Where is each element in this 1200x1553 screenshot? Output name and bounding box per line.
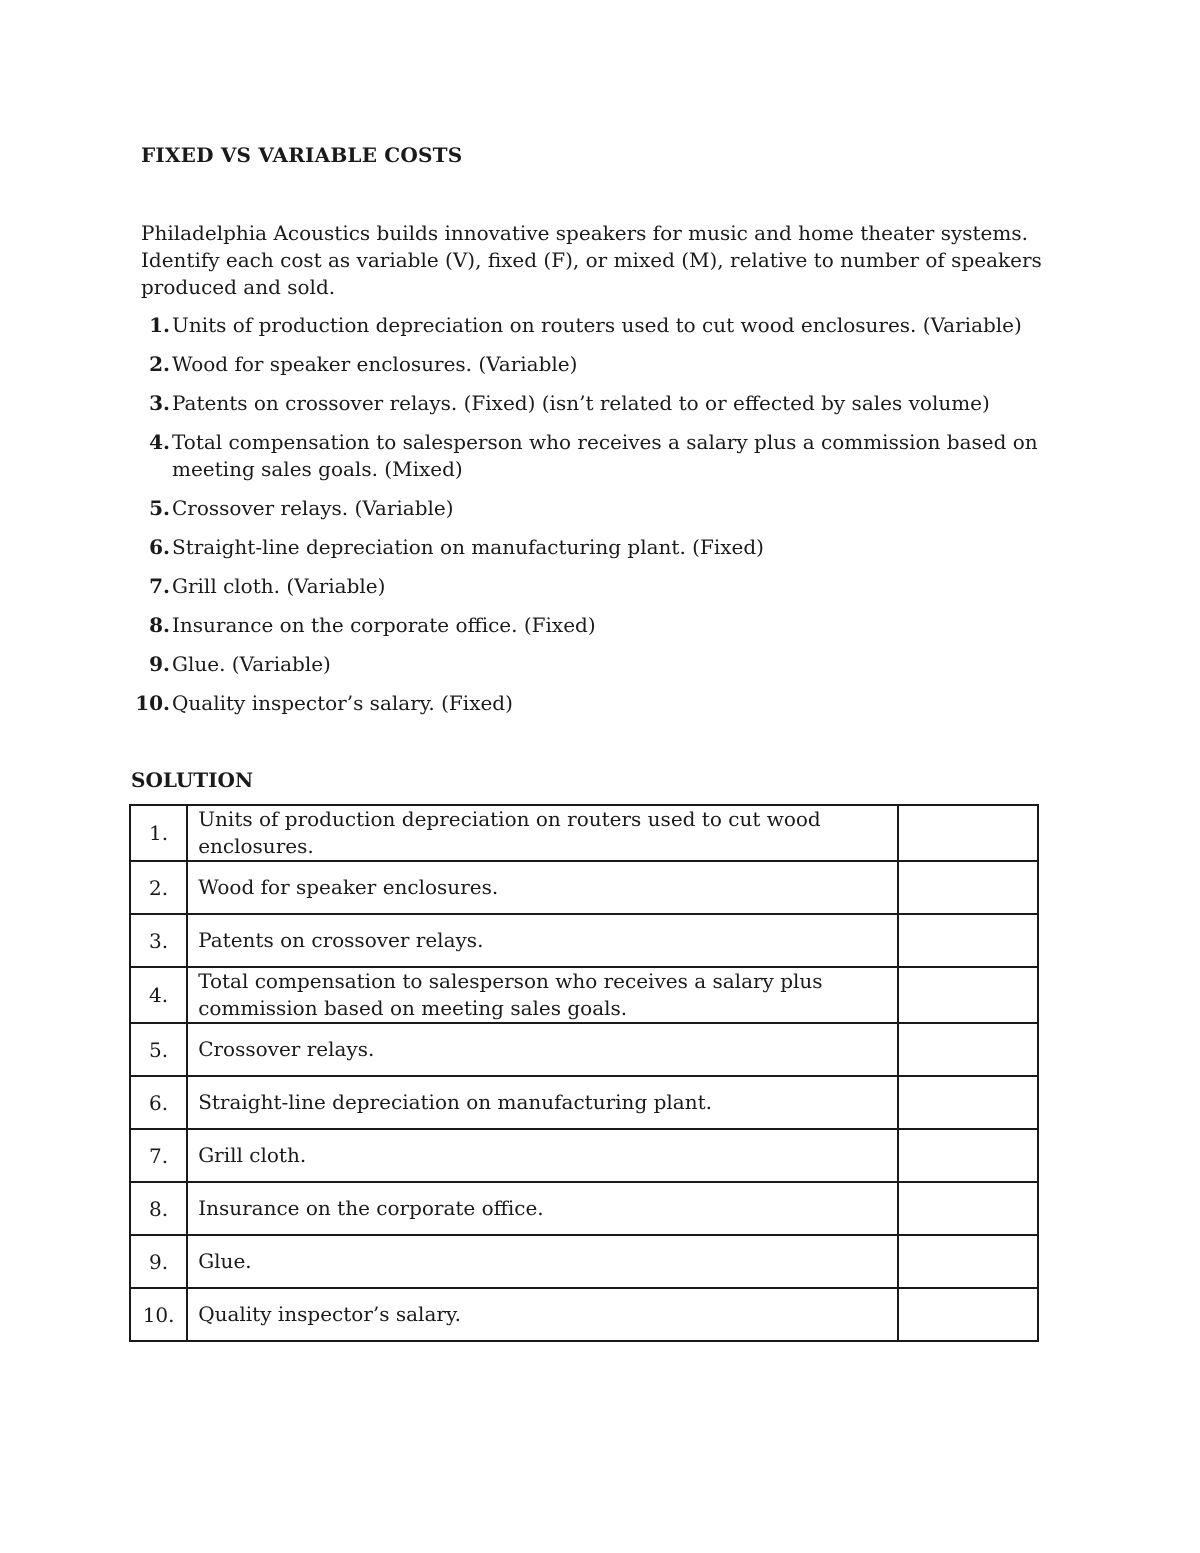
row-number: 9.	[130, 1235, 187, 1288]
question-text: Wood for speaker enclosures. (Variable)	[172, 352, 578, 376]
list-item	[130, 534, 1070, 561]
list-item	[130, 429, 1070, 483]
intro-paragraph: Philadelphia Acoustics builds innovative speakers for music and home theater systems. Identify each cost as variable (V), fixed (F), or mixed (M), relative to number of speakers produced and sold.	[141, 221, 1042, 299]
solution-heading: SOLUTION	[131, 768, 254, 792]
answer-cell[interactable]	[898, 1182, 1038, 1235]
row-description: Total compensation to salesperson who receives a salary plus commission based on meeting sales goals.	[187, 967, 897, 1023]
answer-cell[interactable]	[898, 1023, 1038, 1076]
answer-cell[interactable]	[898, 1235, 1038, 1288]
question-text: Total compensation to salesperson who receives a salary plus a commission based on meeting sales goals. (Mixed)	[172, 430, 1038, 481]
list-item	[130, 495, 1070, 522]
row-description: Wood for speaker enclosures.	[187, 861, 897, 914]
question-number: 7.	[149, 574, 170, 598]
list-item	[130, 351, 1070, 378]
table-row	[130, 914, 1038, 967]
question-number: 10.	[135, 691, 170, 715]
page-title: FIXED VS VARIABLE COSTS	[141, 143, 463, 167]
row-description: Crossover relays.	[187, 1023, 897, 1076]
question-number: 1.	[149, 313, 170, 337]
row-description: Straight-line depreciation on manufacturing plant.	[187, 1076, 897, 1129]
row-number: 8.	[130, 1182, 187, 1235]
list-item	[130, 390, 1070, 417]
answer-cell[interactable]	[898, 805, 1038, 861]
list-item	[130, 573, 1070, 600]
table-row	[130, 861, 1038, 914]
answer-cell[interactable]	[898, 861, 1038, 914]
row-description: Units of production depreciation on routers used to cut wood enclosures.	[187, 805, 897, 861]
question-number: 5.	[149, 496, 170, 520]
row-description: Quality inspector’s salary.	[187, 1288, 897, 1341]
table-row	[130, 967, 1038, 1023]
answer-cell[interactable]	[898, 1129, 1038, 1182]
question-number: 9.	[149, 652, 170, 676]
table-row	[130, 1023, 1038, 1076]
row-number: 6.	[130, 1076, 187, 1129]
list-item	[130, 690, 1070, 717]
row-number: 4.	[130, 967, 187, 1023]
table-row	[130, 1235, 1038, 1288]
row-number: 5.	[130, 1023, 187, 1076]
question-number: 8.	[149, 613, 170, 637]
solution-table	[129, 804, 1039, 1342]
row-description: Insurance on the corporate office.	[187, 1182, 897, 1235]
table-row	[130, 805, 1038, 861]
question-number: 3.	[149, 391, 170, 415]
list-item	[130, 312, 1070, 339]
table-row	[130, 1129, 1038, 1182]
question-list	[130, 312, 1070, 729]
answer-cell[interactable]	[898, 1288, 1038, 1341]
row-number: 3.	[130, 914, 187, 967]
row-description: Grill cloth.	[187, 1129, 897, 1182]
answer-cell[interactable]	[898, 914, 1038, 967]
answer-cell[interactable]	[898, 1076, 1038, 1129]
question-number: 2.	[149, 352, 170, 376]
row-description: Glue.	[187, 1235, 897, 1288]
table-row	[130, 1288, 1038, 1341]
question-text: Glue. (Variable)	[172, 652, 331, 676]
row-number: 7.	[130, 1129, 187, 1182]
question-text: Quality inspector’s salary. (Fixed)	[172, 691, 513, 715]
row-description: Patents on crossover relays.	[187, 914, 897, 967]
question-number: 4.	[149, 430, 170, 454]
answer-cell[interactable]	[898, 967, 1038, 1023]
table-row	[130, 1076, 1038, 1129]
question-text: Insurance on the corporate office. (Fixed)	[172, 613, 596, 637]
row-number: 10.	[130, 1288, 187, 1341]
row-number: 1.	[130, 805, 187, 861]
question-number: 6.	[149, 535, 170, 559]
table-row	[130, 1182, 1038, 1235]
question-text: Grill cloth. (Variable)	[172, 574, 386, 598]
list-item	[130, 651, 1070, 678]
question-text: Patents on crossover relays. (Fixed) (isn’t related to or effected by sales volume)	[172, 391, 990, 415]
question-text: Crossover relays. (Variable)	[172, 496, 454, 520]
question-text: Units of production depreciation on routers used to cut wood enclosures. (Variable)	[172, 313, 1022, 337]
row-number: 2.	[130, 861, 187, 914]
list-item	[130, 612, 1070, 639]
question-text: Straight-line depreciation on manufacturing plant. (Fixed)	[172, 535, 764, 559]
